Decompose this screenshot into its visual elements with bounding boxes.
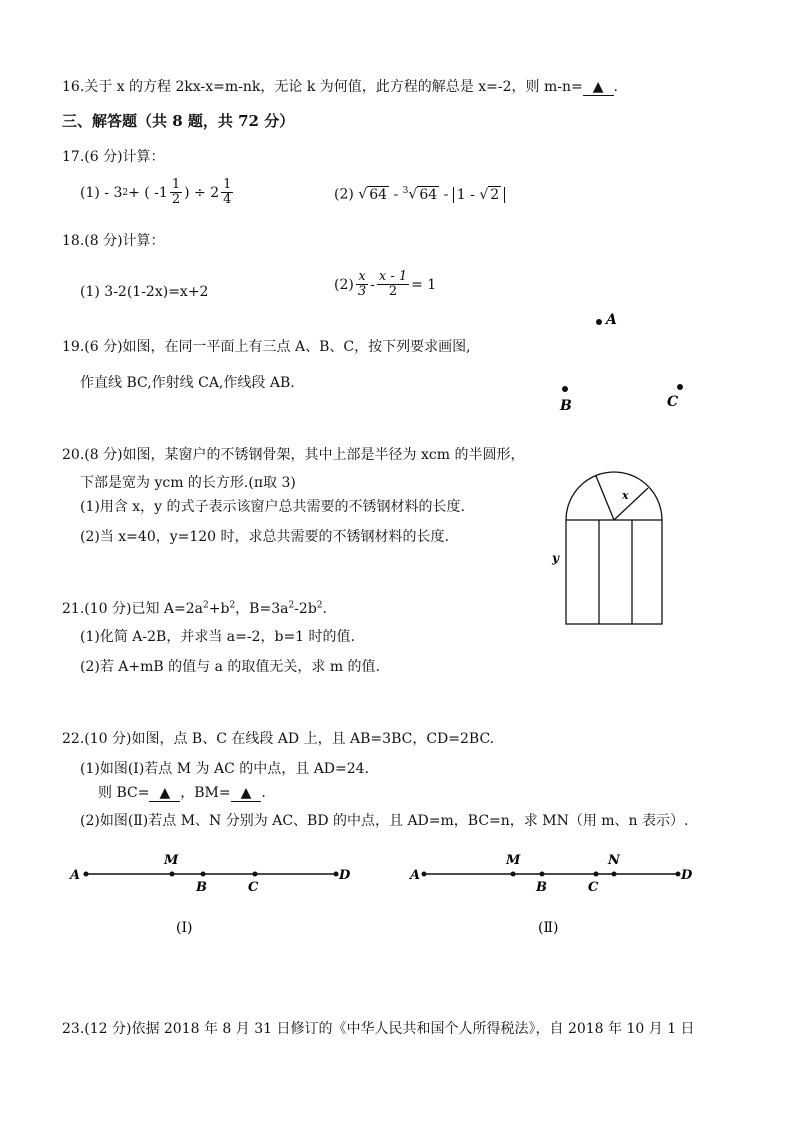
fraction: $\frac{x}{3}$ xyxy=(357,269,367,299)
figure-caption: (Ⅱ) xyxy=(538,920,559,936)
radius-line-2 xyxy=(614,488,648,520)
figure-caption: (Ⅰ) xyxy=(176,920,193,936)
bm-answer-blank: ▲ xyxy=(231,785,262,802)
segment-figure-2 xyxy=(402,848,722,940)
semicircle-arc xyxy=(566,472,662,520)
q17-part1: (1) - 3 2 + ( -1 $\frac{1}{2}$ ) ÷ 2 $\frac{1}{4}$ xyxy=(80,177,232,207)
q19-line2: 作直线 BC,作射线 CA,作线段 AB. xyxy=(80,375,295,391)
label-d: D xyxy=(681,868,693,883)
q16-answer-blank: ▲ xyxy=(583,79,614,96)
label-c: C xyxy=(588,880,599,895)
label-a: A xyxy=(70,868,81,883)
label-b: B xyxy=(560,398,572,414)
q18-part1: (1) 3-2(1-2x)=x+2 xyxy=(80,284,209,300)
label-c: C xyxy=(667,394,679,410)
segment-figure-1 xyxy=(60,848,360,940)
q22-line1: 22.(10 分)如图，点 B、C 在线段 AD 上，且 AB=3BC，CD=2BC. xyxy=(62,731,495,747)
q22-line4: (2)如图(Ⅱ)若点 M、N 分别为 AC、BD 的中点，且 AD=m，BC=n，求 MN（用 m、n 表示）. xyxy=(80,813,689,829)
q21-line1: 21.(10 分)已知 $A=2a^2+b^2$，$B=3a^2-2b^2$. xyxy=(62,600,327,617)
fraction: $\frac{1}{2}$ xyxy=(171,177,181,207)
q20-line2: 下部是宽为 ycm 的长方形.(π取 3) xyxy=(80,475,296,491)
q17-stem: 17.(6 分)计算： xyxy=(62,149,165,165)
q22-line2: (1)如图(Ⅰ)若点 M 为 AC 的中点，且 AD=24. xyxy=(80,761,370,777)
q16-text: 16.关于 x 的方程 2kx-x=m-nk，无论 k 为何值，此方程的解总是 x=-2，则 m-n= ▲ . xyxy=(62,79,618,95)
point-c xyxy=(677,384,683,390)
point-b xyxy=(562,386,568,392)
q20-line4: (2)当 x=40，y=120 时，求总共需要的不锈钢材料的长度. xyxy=(80,529,449,545)
rectangle-frame xyxy=(566,520,662,624)
q20-line1: 20.(8 分)如图，某窗户的不锈钢骨架，其中上部是半径为 xcm 的半圆形， xyxy=(62,447,525,463)
label-n: N xyxy=(608,853,620,868)
label-b: B xyxy=(196,880,207,895)
label-m: M xyxy=(506,853,521,868)
point-a xyxy=(596,319,602,325)
q20-line3: (1)用含 x，y 的式子表示该窗户总共需要的不锈钢材料的长度. xyxy=(80,499,465,515)
q22-line3: 则 BC= ▲ ，BM= ▲ . xyxy=(98,785,266,801)
label-a: A xyxy=(606,312,617,328)
label-b: B xyxy=(536,880,547,895)
q18-stem: 18.(8 分)计算： xyxy=(62,233,165,249)
label-x: x xyxy=(622,489,629,502)
label-m: M xyxy=(164,853,179,868)
section-title: 三、解答题（共 8 题，共 72 分） xyxy=(62,112,295,130)
q19-line1: 19.(6 分)如图，在同一平面上有三点 A、B、C，按下列要求画图, xyxy=(62,339,471,355)
fraction: $\frac{1}{4}$ xyxy=(223,177,232,207)
label-c: C xyxy=(248,880,259,895)
label-y: y xyxy=(552,551,559,565)
label-a: A xyxy=(410,868,421,883)
q19-points-figure xyxy=(550,300,710,420)
q23-line1: 23.(12 分)依据 2018 年 8 月 31 日修订的《中华人民共和国个人所得税法》，自 2018 年 10 月 1 日 xyxy=(62,1021,695,1037)
q21-line2: (1)化简 A-2B，并求当 a=-2，b=1 时的值. xyxy=(80,629,355,645)
radius-line-1 xyxy=(596,476,614,520)
label-d: D xyxy=(339,868,351,883)
bc-answer-blank: ▲ xyxy=(149,785,180,802)
q17-part2: (2) √ 64 - $^3$√ 64 - 1 - √ 2 xyxy=(334,186,505,203)
q21-line3: (2)若 A+mB 的值与 a 的取值无关，求 m 的值. xyxy=(80,659,381,675)
q18-part2: (2) $\frac{x}{3}$ - $\frac{x - 1}{2}$ = 1 xyxy=(334,269,437,299)
window-frame-figure xyxy=(548,458,678,628)
fraction: $\frac{x - 1}{2}$ xyxy=(378,269,408,299)
